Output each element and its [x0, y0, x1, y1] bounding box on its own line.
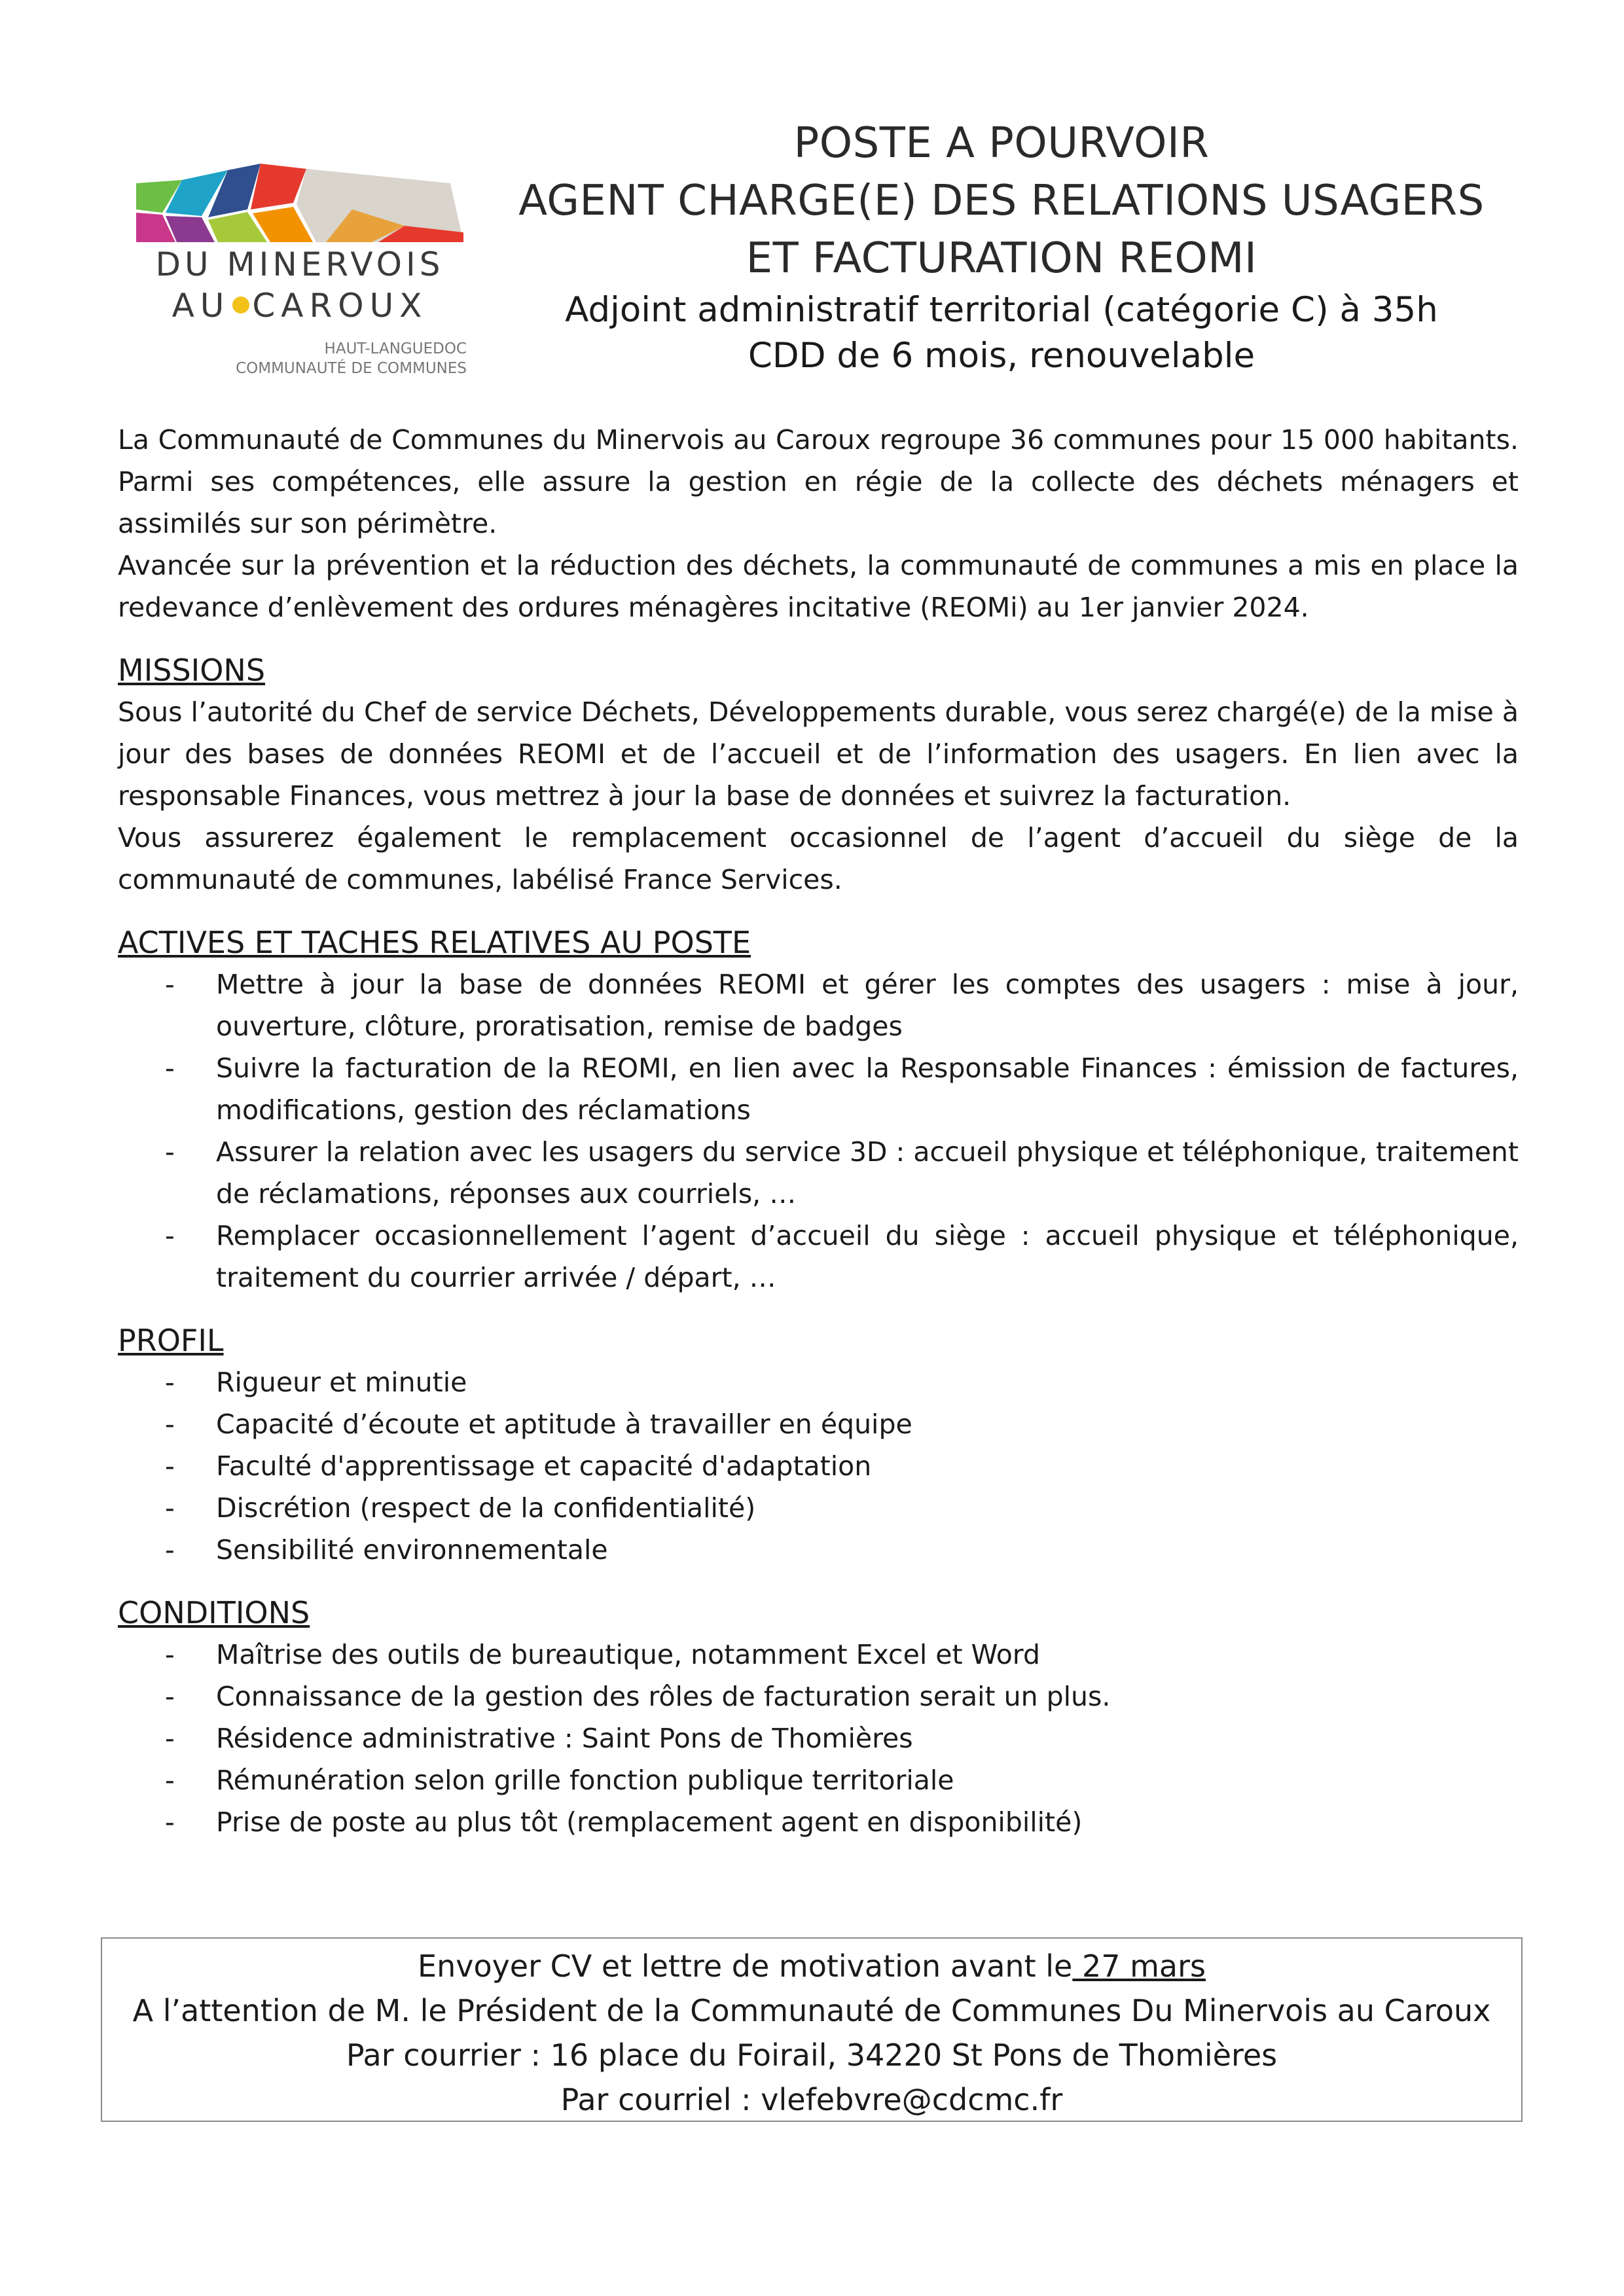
bullet-dash: - — [165, 1136, 175, 1168]
deadline-date: 27 mars — [1072, 1948, 1206, 1984]
logo-text-au: AU — [171, 287, 230, 325]
bullet-dash: - — [165, 1492, 175, 1524]
bullet-dash: - — [165, 1765, 175, 1796]
bullet-dash: - — [165, 1534, 175, 1566]
list-item: - Discrétion (respect de la confidentialité) — [118, 1487, 1519, 1529]
subtitle-contract: CDD de 6 mois, renouvelable — [748, 336, 1255, 376]
list-item: - Mettre à jour la base de données REOMI et gérer les comptes des usagers : mise à jour, ouverture, clôture, proratisation, remise de badges — [118, 963, 1519, 1047]
community-logo — [123, 118, 477, 393]
document-body — [118, 419, 1519, 1843]
missions-paragraph-2: Vous assurerez également le remplacement occasionnel de l’agent d’accueil du siège de la communauté de communes, labélisé France Services. — [118, 822, 1519, 895]
sun-icon — [232, 296, 249, 314]
bullet-dash: - — [165, 1450, 175, 1482]
list-item: - Suivre la facturation de la REOMI, en lien avec la Responsable Finances : émission de factures, modifications, gestion des réclamations — [118, 1047, 1519, 1131]
contact-deadline: Envoyer CV et lettre de motivation avant le 27 mars — [418, 1948, 1206, 1984]
subtitle-grade: Adjoint administratif territorial (catégorie C) à 35h — [565, 290, 1438, 330]
list-item: - Rémunération selon grille fonction publique territoriale — [118, 1759, 1519, 1801]
list-item: - Sensibilité environnementale — [118, 1529, 1519, 1571]
list-item: - Maîtrise des outils de bureautique, notamment Excel et Word — [118, 1634, 1519, 1676]
profile-list — [118, 1361, 1519, 1571]
list-item: - Rigueur et minutie — [118, 1361, 1519, 1403]
title-poste: POSTE A POURVOIR — [793, 119, 1210, 168]
activities-list — [118, 963, 1519, 1299]
list-item: - Assurer la relation avec les usagers du service 3D : accueil physique et téléphonique, traitement de réclamations, réponses aux courriels, … — [118, 1131, 1519, 1215]
missions-heading: MISSIONS — [118, 653, 266, 688]
logo-text-caroux — [123, 287, 477, 325]
bullet-dash: - — [165, 1052, 175, 1084]
profile-heading: PROFIL — [118, 1323, 224, 1358]
logo-text-minervois: DU MINERVOIS — [155, 245, 444, 283]
list-item: - Remplacer occasionnellement l’agent d’accueil du siège : accueil physique et téléphonique, traitement du courrier arrivée / départ, … — [118, 1215, 1519, 1299]
activities-heading: ACTIVES ET TACHES RELATIVES AU POSTE — [118, 925, 751, 960]
contact-postal-address: Par courrier : 16 place du Foirail, 34220 St Pons de Thomières — [346, 2037, 1278, 2073]
bullet-dash: - — [165, 1723, 175, 1754]
list-item: - Capacité d’écoute et aptitude à travailler en équipe — [118, 1403, 1519, 1445]
contact-email[interactable]: Par courriel : vlefebvre@cdcmc.fr — [560, 2082, 1063, 2117]
intro-paragraph-2: Avancée sur la prévention et la réduction des déchets, la communauté de communes a mis en place la redevance d’enlèvement des ordures ménagères incitative (REOMi) au 1er janvier 2024. — [118, 550, 1519, 623]
conditions-section — [118, 1592, 1519, 1843]
title-facturation: ET FACTURATION REOMI — [746, 234, 1257, 283]
list-item: - Connaissance de la gestion des rôles de facturation serait un plus. — [118, 1676, 1519, 1717]
missions-paragraph-1: Sous l’autorité du Chef de service Déchets, Développements durable, vous serez chargé(e) de la mise à jour des bases de données REOMI et de l’accueil et de l’information des usagers. En lien avec la responsable Finances, vous mettrez à jour la base de données et suivrez la facturation. — [118, 696, 1519, 812]
list-item: - Prise de poste au plus tôt (remplacement agent en disponibilité) — [118, 1801, 1519, 1843]
bullet-dash: - — [165, 1220, 175, 1251]
conditions-list — [118, 1634, 1519, 1843]
title-agent: AGENT CHARGE(E) DES RELATIONS USAGERS — [518, 177, 1485, 225]
conditions-heading: CONDITIONS — [118, 1595, 310, 1630]
bullet-dash: - — [165, 969, 175, 1000]
bullet-dash: - — [165, 1639, 175, 1670]
bullet-dash: - — [165, 1806, 175, 1838]
logo-text-caroux-word: CAROUX — [252, 287, 428, 325]
contact-attention: A l’attention de M. le Président de la Communauté de Communes Du Minervois au Caroux — [132, 1993, 1491, 2028]
profile-section — [118, 1319, 1519, 1571]
bullet-dash: - — [165, 1681, 175, 1712]
logo-text-region: HAUT-LANGUEDOC — [324, 340, 467, 357]
header-titles — [478, 115, 1525, 379]
bullet-dash: - — [165, 1367, 175, 1398]
application-contact-box — [101, 1937, 1523, 2122]
logo-text-community: COMMUNAUTÉ DE COMMUNES — [236, 360, 467, 377]
list-item: - Résidence administrative : Saint Pons de Thomières — [118, 1717, 1519, 1759]
missions-section — [118, 649, 1519, 901]
intro-paragraph-1: La Communauté de Communes du Minervois au Caroux regroupe 36 communes pour 15 000 habitants. Parmi ses compétences, elle assure la gestion en régie de la collecte des déchets ménagers et assimilés sur son périmètre. — [118, 424, 1519, 539]
bullet-dash: - — [165, 1408, 175, 1440]
activities-section — [118, 922, 1519, 1299]
list-item: - Faculté d'apprentissage et capacité d'adaptation — [118, 1445, 1519, 1487]
